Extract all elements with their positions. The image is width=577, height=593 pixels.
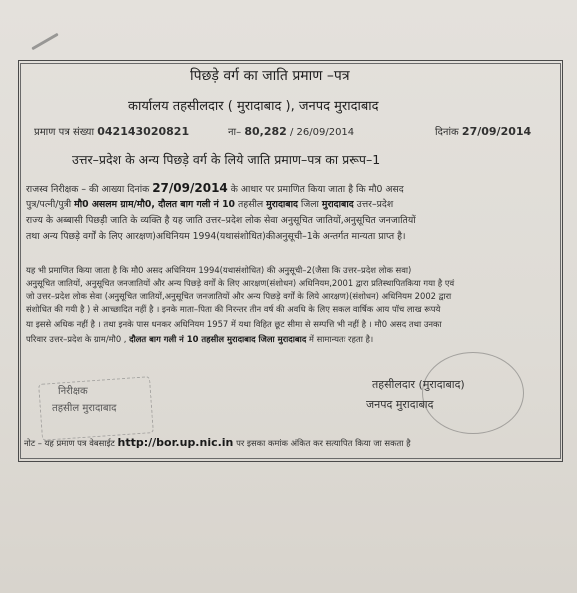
inspector-signature: निरीक्षक (58, 386, 88, 397)
para2-line1: यह भी प्रमाणित किया जाता है कि मौ0 असद अधिनियम 1994(यथासंशोधित) की अनुसूची–2(जैसा कि उत्तर–प्रदेश लोक सवा) (26, 265, 412, 275)
na-row (228, 124, 354, 138)
na-label: ना– (228, 127, 242, 138)
cert-no-label: प्रमाण पत्र संख्या (34, 127, 95, 138)
issue-date: 27/09/2014 (461, 125, 532, 138)
form-subtitle: उत्तर–प्रदेश के अन्य पिछड़े वर्ग के लिये जाति प्रमाण–पत्र का प्ररूप–1 (72, 152, 381, 167)
certificate-title: पिछड़े वर्ग का जाति प्रमाण –पत्र (190, 68, 350, 84)
para2-line5: या इससे अधिक नहीं है । तथा इनके पास धनकर अधिनियम 1957 में यथा विहित छूट सीमा से सम्पत्ति भी नहीं है । मौ0 असद तथा उनका (26, 319, 442, 329)
para1-text: राजस्व निरीक्षक – की आख्या दिनांक (26, 184, 153, 195)
para1-text: तहसील (235, 199, 267, 210)
office-heading: कार्यालय तहसीलदार ( मुरादाबाद ), जनपद मुरादाबाद (128, 99, 379, 114)
para1-line2 (26, 199, 393, 211)
father-address: मौ0 असलम ग्राम/मौ0, दौलत बाग गली नं 10 (74, 199, 236, 210)
para1-line1 (26, 182, 404, 196)
date-label: दिनांक (435, 127, 459, 138)
para1-line4: तथा अन्य पिछड़े वर्गों के लिए आरक्षण)अधिनियम 1994(यथासंशोधित)कीअनुसूची–1के अन्तर्गत मान्यता प्राप्त है। (26, 231, 406, 242)
tehsildar-signature: तहसीलदार (मुरादाबाद) (372, 378, 465, 391)
para2-line4: संशोधित की गयी है ) से आच्छादित नहीं है । इनके माता–पिता की निरन्तर तीन वर्ष की अवधि के लिए सकल वार्षिक आय पॉच लाख रूपये (26, 304, 441, 314)
para1-text: पुत्र/पत्नी/पुत्री (26, 199, 75, 210)
report-date: 27/09/2014 (152, 181, 228, 195)
para2-line3: जो उत्तर–प्रदेश लोक सेवा (अनुसूचित जातियों,अनुसूचित जनजातियों और अन्य पिछड़े वर्गों के लिये आरक्षण)(संशोधन) अधिनियम 2002 द्वारा (26, 291, 452, 301)
pen-mark (31, 33, 58, 51)
date-row (435, 124, 531, 138)
na-date: / 26/09/2014 (289, 127, 355, 138)
para2-line2: अनुसूचित जातियों, अनुसूचित जनजातियों और अन्य पिछड़े वर्गों के लिए आरक्षण(संशोधन) अधिनियम,2001 द्वारा प्रतिस्थापितकिया गया है एवं (26, 278, 455, 288)
residence-address: दौलत बाग गली नं 10 तहसील मुरादाबाद जिला मुरादाबाद (129, 334, 307, 344)
na-value: 80,282 (244, 125, 287, 138)
para2-line6 (26, 333, 373, 345)
para1-text: के आधार पर प्रमाणित किया जाता है कि मौ0 असद (227, 184, 404, 195)
verification-note (24, 437, 411, 449)
district-name: मुरादाबाद (321, 199, 354, 210)
cert-no: 042143020821 (97, 125, 190, 138)
tehsil-name: मुरादाबाद (266, 199, 298, 210)
note-text: नोट – यह प्रमाण पत्र वेबसाईट (24, 438, 118, 448)
certificate-number-row (34, 124, 189, 138)
para1-text: उत्तर–प्रदेश (353, 199, 394, 210)
inspector-office: तहसील मुरादाबाद (52, 403, 117, 414)
tehsildar-seal (422, 352, 524, 434)
para2-text: में सामान्यतः रहता है। (306, 334, 374, 344)
para2-text: परिवार उत्तर–प्रदेश के ग्राम/मौ0 , (26, 334, 130, 344)
tehsildar-district: जनपद मुरादाबाद (366, 398, 434, 411)
para1-text: जिला (297, 199, 322, 210)
note-text: पर इसका कमांक अंकित कर सत्यापित किया जा सकता है (233, 438, 411, 448)
verification-url: http://bor.up.nic.in (117, 436, 234, 449)
para1-line3: राज्य के अब्बासी पिछड़ी जाति के व्यक्ति है यह जाति उत्तर–प्रदेश लोक सेवा अनुसूचित जातियों,अनुसूचित जनजातियों (26, 215, 416, 226)
